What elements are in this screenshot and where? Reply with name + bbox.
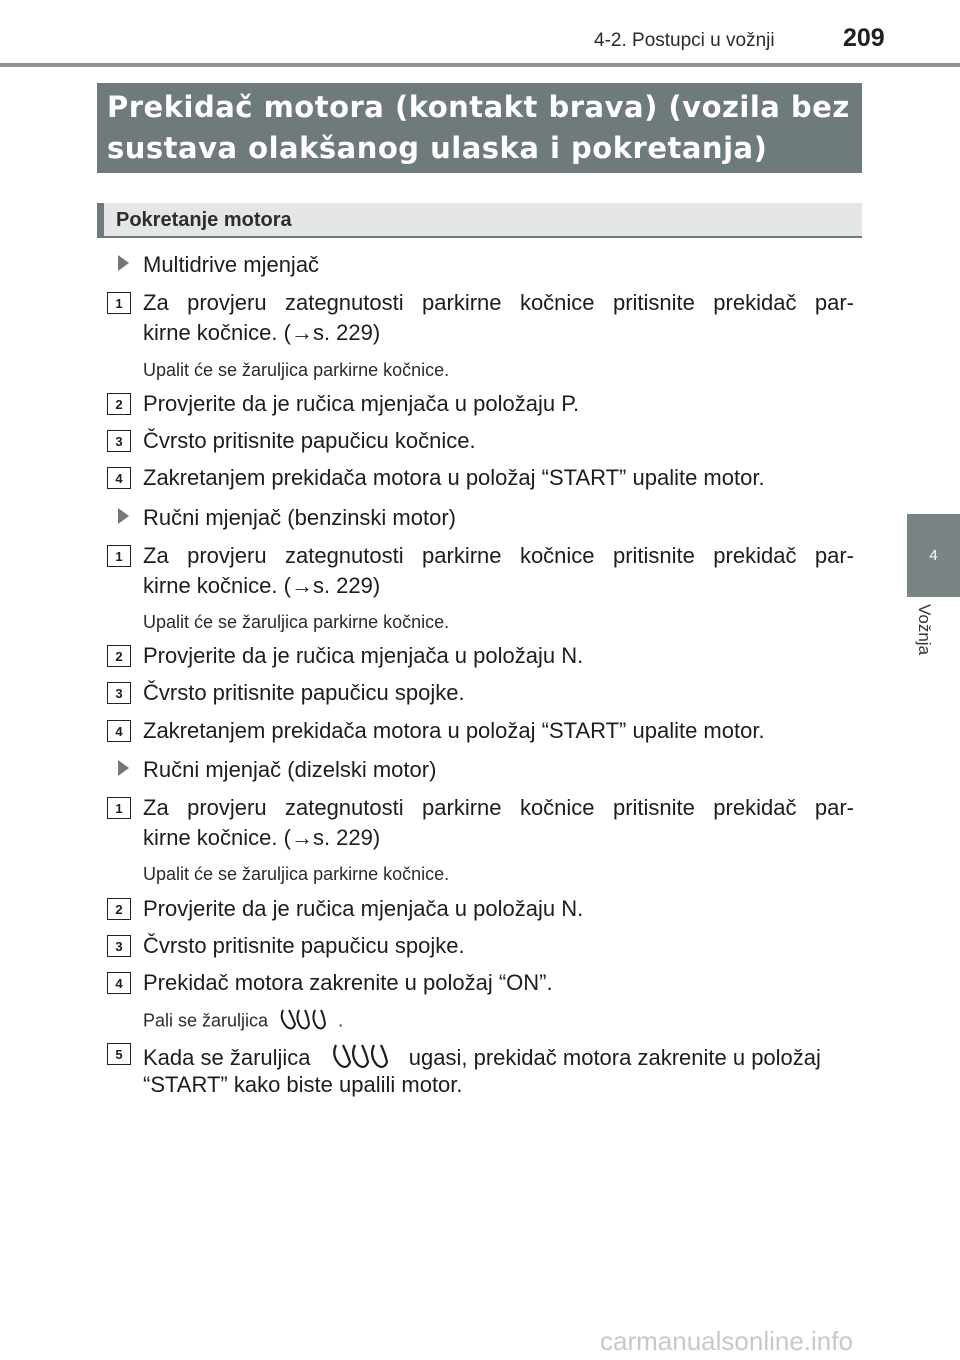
step-text: Zakretanjem prekidača motora u položaj “START” upalite motor. xyxy=(143,718,765,743)
page-number: 209 xyxy=(843,24,885,52)
group-title: Multidrive mjenjač xyxy=(143,252,320,277)
watermark: carmanualsonline.info xyxy=(600,1326,853,1356)
step-number-badge: 4 xyxy=(107,467,131,489)
banner-line-2: sustava olakšanog ulaska i pokretanja) xyxy=(107,131,768,165)
banner-line-1: Prekidač motora (kontakt brava) (vozila bez xyxy=(107,90,850,124)
step-note xyxy=(143,1006,343,1037)
group-arrow-icon xyxy=(118,760,129,776)
step-text-continued: kirne kočnice. (→s. 229) xyxy=(143,320,381,345)
step-number-badge: 1 xyxy=(107,797,131,819)
header-rule xyxy=(0,63,960,67)
step-text: Za provjeru zategnutosti parkirne kočnice pritisnite prekidač par- xyxy=(143,290,854,315)
step-text: Čvrsto pritisnite papučicu spojke. xyxy=(143,933,465,958)
step-text: Provjerite da je ručica mjenjača u položaju N. xyxy=(143,896,584,921)
chapter-label: Vožnja xyxy=(915,604,934,656)
step-text-continued: kirne kočnice. (→s. 229) xyxy=(143,573,381,598)
step-note: Upalit će se žaruljica parkirne kočnice. xyxy=(143,612,450,632)
section-banner xyxy=(97,83,862,173)
step-number-badge: 1 xyxy=(107,545,131,567)
step-number-badge: 3 xyxy=(107,935,131,957)
step-number-badge: 2 xyxy=(107,393,131,415)
group-arrow-icon xyxy=(118,508,129,524)
header-section-title: 4-2. Postupci u vožnji xyxy=(594,30,775,51)
step-number-badge: 2 xyxy=(107,645,131,667)
step-note: Upalit će se žaruljica parkirne kočnice. xyxy=(143,864,450,884)
step-number-badge: 4 xyxy=(107,720,131,742)
group-arrow-icon xyxy=(118,255,129,271)
group-title: Ručni mjenjač (benzinski motor) xyxy=(143,505,456,530)
subheading: Pokretanje motora xyxy=(97,203,862,238)
step-text-start: Kada se žaruljica xyxy=(143,1044,311,1070)
note-text-end: . xyxy=(338,1010,344,1031)
chapter-number: 4 xyxy=(929,547,938,564)
glow-plug-indicator-icon xyxy=(279,1006,327,1037)
note-text: Pali se žaruljica xyxy=(143,1010,269,1031)
step-text-continued: kirne kočnice. (→s. 229) xyxy=(143,825,381,850)
group-title: Ručni mjenjač (dizelski motor) xyxy=(143,757,437,782)
step-number-badge: 3 xyxy=(107,682,131,704)
step-number-badge: 1 xyxy=(107,292,131,314)
step-number-badge: 4 xyxy=(107,972,131,994)
step-text-continued: “START” kako biste upalili motor. xyxy=(143,1072,463,1097)
step-number-badge: 2 xyxy=(107,898,131,920)
step-text: Čvrsto pritisnite papučicu kočnice. xyxy=(143,428,476,453)
step-note: Upalit će se žaruljica parkirne kočnice. xyxy=(143,360,450,380)
step-number-badge: 3 xyxy=(107,430,131,452)
step-text: Za provjeru zategnutosti parkirne kočnice pritisnite prekidač par- xyxy=(143,543,854,568)
step-text: Zakretanjem prekidača motora u položaj “START” upalite motor. xyxy=(143,465,765,490)
step-text: Za provjeru zategnutosti parkirne kočnice pritisnite prekidač par- xyxy=(143,795,854,820)
step-number-badge: 5 xyxy=(107,1043,131,1065)
step-text-end: ugasi, prekidač motora zakrenite u položaj xyxy=(408,1044,821,1070)
step-text: Provjerite da je ručica mjenjača u položaju P. xyxy=(143,391,580,416)
step-text: Prekidač motora zakrenite u položaj “ON”. xyxy=(143,970,553,995)
step-text: Provjerite da je ručica mjenjača u položaju N. xyxy=(143,643,584,668)
chapter-tab[interactable] xyxy=(907,514,960,597)
step-text: Čvrsto pritisnite papučicu spojke. xyxy=(143,680,465,705)
